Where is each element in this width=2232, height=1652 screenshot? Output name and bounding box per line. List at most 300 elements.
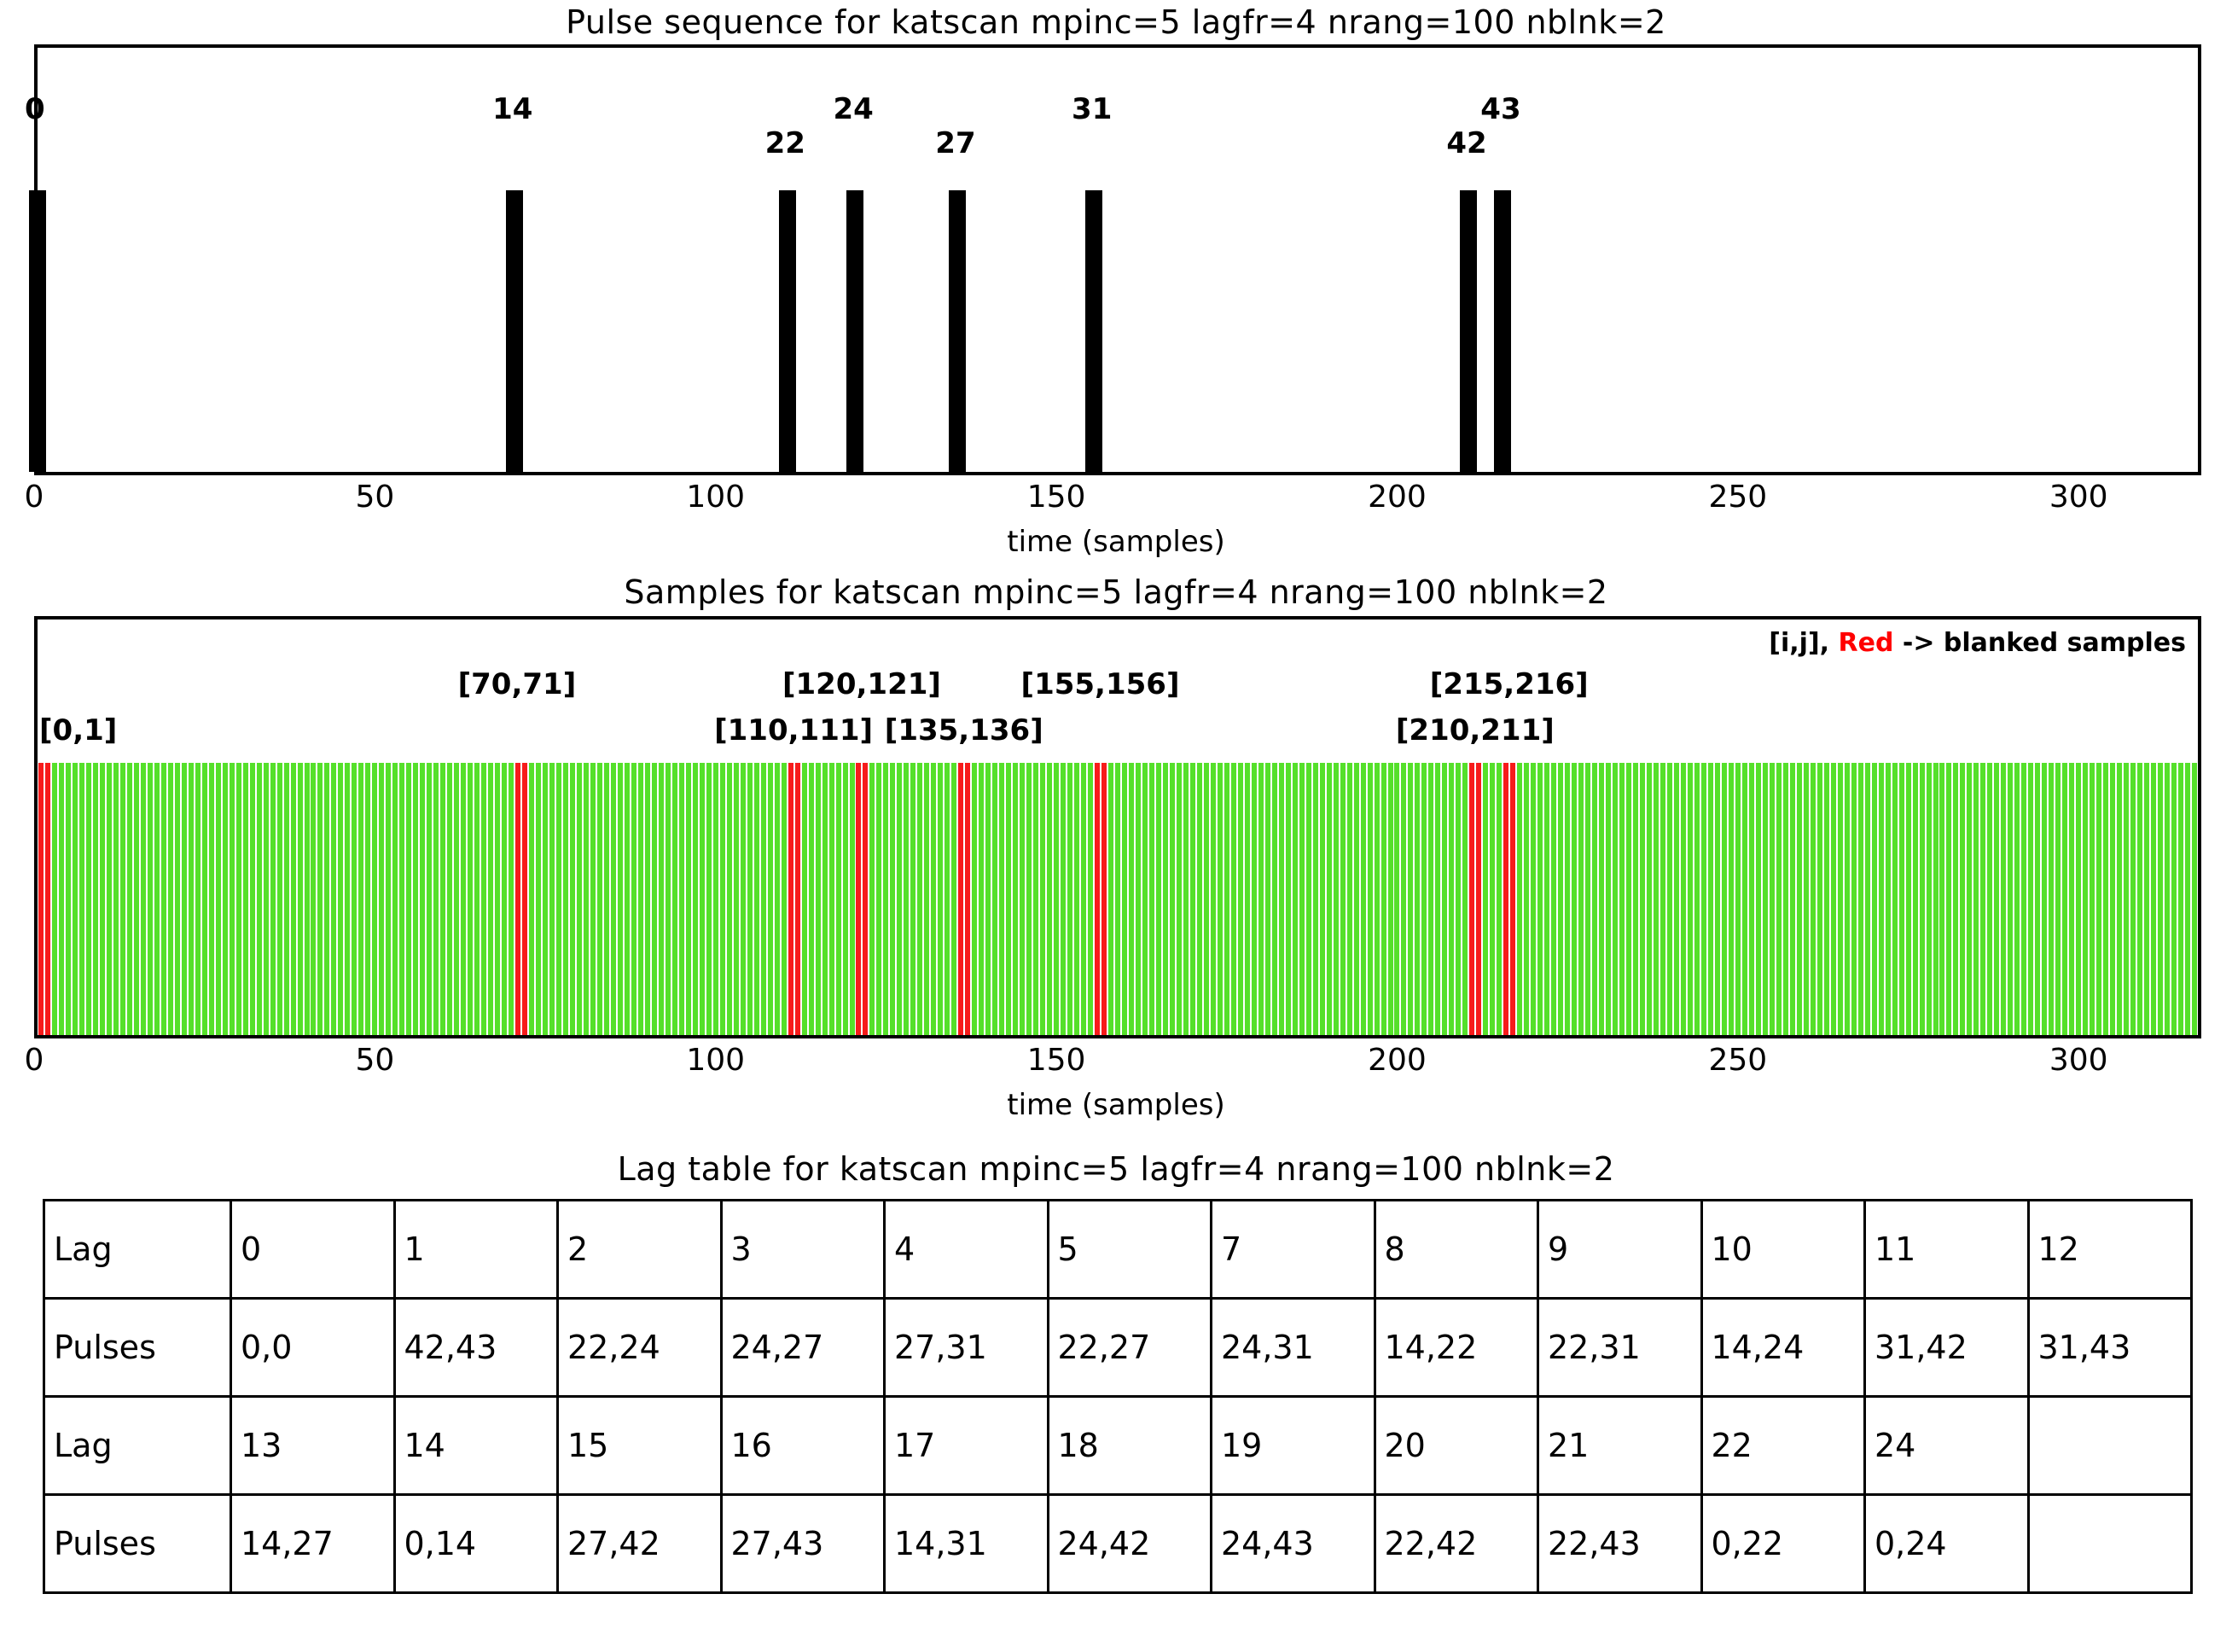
sample-bar <box>843 763 848 1038</box>
sample-bar <box>73 763 78 1038</box>
pulse-label: 27 <box>935 126 976 160</box>
sample-bar <box>1606 763 1611 1038</box>
blanked-sample-bar <box>1510 763 1515 1038</box>
sample-bar <box>481 763 486 1038</box>
blanked-sample-bar <box>38 763 44 1038</box>
sample-bar <box>2049 763 2054 1038</box>
sample-bar <box>1694 763 1700 1038</box>
sample-bar <box>1334 763 1339 1038</box>
sample-bar <box>1456 763 1461 1038</box>
table-row-header: Lag <box>44 1201 231 1299</box>
sample-bar <box>1313 763 1318 1038</box>
sample-bar <box>1401 763 1406 1038</box>
sample-bar <box>945 763 950 1038</box>
sample-bar <box>1081 763 1086 1038</box>
sample-bar <box>1735 763 1741 1038</box>
lag-table <box>43 1199 2193 1594</box>
table-row-header: Pulses <box>44 1299 231 1397</box>
sample-bar <box>236 763 241 1038</box>
table-cell: 22,31 <box>1538 1299 1702 1397</box>
pulse-label: 31 <box>1072 92 1113 126</box>
sample-bar <box>1040 763 1045 1038</box>
sample-bar <box>1490 763 1495 1038</box>
sample-bar <box>1421 763 1427 1038</box>
x-tick-label: 0 <box>24 480 44 515</box>
sample-bar <box>1156 763 1161 1038</box>
blanked-range-label: [210,211] <box>1395 713 1555 747</box>
sample-bar <box>1177 763 1182 1038</box>
sample-bar <box>1047 763 1052 1038</box>
sample-bar <box>365 763 370 1038</box>
sample-bar <box>2042 763 2047 1038</box>
sample-bar <box>1558 763 1563 1038</box>
blanked-sample-bar <box>863 763 868 1038</box>
table-cell: 31,42 <box>1865 1299 2029 1397</box>
sample-bar <box>461 763 466 1038</box>
sample-bar <box>775 763 780 1038</box>
sample-bar <box>1375 763 1380 1038</box>
sample-bar <box>2130 763 2136 1038</box>
sample-bar <box>543 763 548 1038</box>
sample-bar <box>216 763 221 1038</box>
sample-bar <box>406 763 411 1038</box>
table-row <box>44 1201 2192 1299</box>
sample-bar <box>1845 763 1850 1038</box>
sample-bar <box>352 763 357 1038</box>
sample-bar <box>869 763 875 1038</box>
sample-bar <box>1783 763 1788 1038</box>
pulse-label: 22 <box>764 126 805 160</box>
sample-bar <box>2185 763 2190 1038</box>
table-cell: 17 <box>885 1397 1049 1495</box>
sample-bar <box>1136 763 1141 1038</box>
table-cell: 27,43 <box>721 1495 885 1593</box>
sample-bar <box>1824 763 1829 1038</box>
pulse-bar <box>506 190 523 472</box>
sample-bar <box>693 763 698 1038</box>
sample-bar <box>2144 763 2149 1038</box>
sample-bar <box>2001 763 2006 1038</box>
samples-legend-prefix: [i,j], <box>1769 628 1839 658</box>
samples-panel-title: Samples for katscan mpinc=5 lagfr=4 nrang=100 nblnk=2 <box>624 573 1608 611</box>
table-row <box>44 1495 2192 1593</box>
sample-bar <box>1218 763 1223 1038</box>
table-cell: 22 <box>1701 1397 1865 1495</box>
sample-bar <box>1183 763 1189 1038</box>
sample-bar <box>1170 763 1175 1038</box>
sample-bar <box>625 763 630 1038</box>
sample-bar <box>1851 763 1857 1038</box>
sample-bar <box>2110 763 2115 1038</box>
sample-bar <box>509 763 514 1038</box>
table-cell: 24,27 <box>721 1299 885 1397</box>
sample-bar <box>754 763 759 1038</box>
x-tick-label: 250 <box>1708 1043 1768 1078</box>
blanked-sample-bar <box>1095 763 1100 1038</box>
sample-bar <box>822 763 828 1038</box>
sample-bar <box>291 763 296 1038</box>
sample-bar <box>1742 763 1747 1038</box>
sample-bar <box>1224 763 1229 1038</box>
sample-bar <box>202 763 207 1038</box>
sample-bar <box>850 763 855 1038</box>
sample-bar <box>1054 763 1059 1038</box>
x-tick-label: 150 <box>1026 480 1086 515</box>
sample-bar <box>747 763 753 1038</box>
sample-bar <box>2083 763 2088 1038</box>
sample-bar <box>1619 763 1625 1038</box>
sample-bar <box>1565 763 1570 1038</box>
sample-bar <box>904 763 909 1038</box>
sample-bar <box>700 763 705 1038</box>
table-cell: 22,42 <box>1375 1495 1538 1593</box>
sample-bar <box>2021 763 2026 1038</box>
blanked-sample-bar <box>795 763 800 1038</box>
sample-bar <box>250 763 255 1038</box>
lag-table-title: Lag table for katscan mpinc=5 lagfr=4 nrang=100 nblnk=2 <box>617 1150 1615 1188</box>
blanked-sample-bar <box>856 763 861 1038</box>
x-tick-label: 300 <box>2049 1043 2108 1078</box>
table-cell-empty <box>2028 1495 2192 1593</box>
sample-bar <box>257 763 262 1038</box>
sample-bar <box>597 763 602 1038</box>
sample-bar <box>1770 763 1775 1038</box>
sample-bar <box>897 763 902 1038</box>
x-tick-label: 200 <box>1368 480 1427 515</box>
blanked-sample-bar <box>1503 763 1508 1038</box>
table-cell: 14,31 <box>885 1495 1049 1593</box>
samples-plot <box>34 616 2201 1038</box>
sample-bar <box>1286 763 1291 1038</box>
table-cell: 22,43 <box>1538 1495 1702 1593</box>
sample-bar <box>1797 763 1802 1038</box>
sample-bar <box>1973 763 1979 1038</box>
sample-bar <box>2192 763 2197 1038</box>
sample-bar <box>1347 763 1352 1038</box>
sample-bar <box>1804 763 1809 1038</box>
sample-bar <box>317 763 323 1038</box>
sample-bar <box>809 763 814 1038</box>
x-tick-label: 250 <box>1708 480 1768 515</box>
sample-bar <box>1933 763 1938 1038</box>
sample-bar <box>2076 763 2081 1038</box>
samples-legend <box>1769 628 2186 658</box>
sample-bar <box>1327 763 1332 1038</box>
sample-bar <box>52 763 57 1038</box>
blanked-range-label: [215,216] <box>1429 667 1589 701</box>
sample-bar <box>659 763 664 1038</box>
sample-bar <box>1129 763 1134 1038</box>
pulse-label: 14 <box>492 92 533 126</box>
table-cell: 14,27 <box>231 1495 395 1593</box>
sample-bar <box>1708 763 1713 1038</box>
samples-legend-suffix: -> blanked samples <box>1893 628 2186 658</box>
sample-bar <box>1865 763 1870 1038</box>
blanked-range-label: [135,136] <box>884 713 1043 747</box>
pulse-panel-title: Pulse sequence for katscan mpinc=5 lagfr=4 nrang=100 nblnk=2 <box>566 3 1666 41</box>
sample-bar <box>1667 763 1672 1038</box>
sample-bar <box>2151 763 2156 1038</box>
sample-bar <box>1633 763 1638 1038</box>
sample-bar <box>2199 763 2201 1038</box>
sample-bar <box>386 763 391 1038</box>
sample-bar <box>910 763 915 1038</box>
sample-bar <box>1892 763 1898 1038</box>
table-cell: 5 <box>1048 1201 1212 1299</box>
sample-bar <box>761 763 766 1038</box>
blanked-sample-bar <box>515 763 520 1038</box>
sample-bar <box>1026 763 1032 1038</box>
sample-bar <box>836 763 841 1038</box>
sample-bar <box>768 763 773 1038</box>
sample-bar <box>1061 763 1066 1038</box>
sample-bar <box>284 763 289 1038</box>
blanked-sample-bar <box>1476 763 1481 1038</box>
table-cell: 22,24 <box>558 1299 722 1397</box>
sample-bar <box>577 763 582 1038</box>
blanked-sample-bar <box>958 763 963 1038</box>
sample-bar <box>985 763 991 1038</box>
sample-bar <box>1953 763 1958 1038</box>
sample-bar <box>1585 763 1590 1038</box>
blanked-range-label: [0,1] <box>39 713 118 747</box>
sample-bar <box>1415 763 1420 1038</box>
sample-bar <box>979 763 984 1038</box>
sample-bar <box>120 763 125 1038</box>
sample-bar <box>148 763 153 1038</box>
sample-bar <box>1578 763 1584 1038</box>
sample-bar <box>1204 763 1209 1038</box>
sample-bar <box>631 763 636 1038</box>
table-cell: 24,43 <box>1212 1495 1375 1593</box>
blanked-range-label: [120,121] <box>782 667 941 701</box>
pulse-label: 43 <box>1480 92 1521 126</box>
table-cell: 7 <box>1212 1201 1375 1299</box>
blanked-range-label: [155,156] <box>1020 667 1180 701</box>
x-tick-label: 50 <box>355 1043 395 1078</box>
pulse-bar <box>846 190 863 472</box>
x-tick-label: 0 <box>24 1043 44 1078</box>
sample-bar <box>1394 763 1399 1038</box>
sample-bar <box>141 763 146 1038</box>
sample-bar <box>536 763 541 1038</box>
sample-bar <box>440 763 445 1038</box>
sample-bar <box>1722 763 1727 1038</box>
sample-bar <box>999 763 1004 1038</box>
sample-bar <box>876 763 881 1038</box>
sample-bar <box>495 763 500 1038</box>
sample-bar <box>1258 763 1264 1038</box>
sample-bar <box>345 763 350 1038</box>
sample-bar <box>686 763 691 1038</box>
sample-bar <box>2178 763 2183 1038</box>
table-cell: 19 <box>1212 1397 1375 1495</box>
table-cell: 2 <box>558 1201 722 1299</box>
sample-bar <box>1067 763 1072 1038</box>
blanked-range-label: [110,111] <box>714 713 874 747</box>
sample-bar <box>270 763 276 1038</box>
sample-bar <box>1763 763 1768 1038</box>
sample-bar <box>1654 763 1659 1038</box>
sample-bar <box>264 763 269 1038</box>
sample-bar <box>816 763 821 1038</box>
sample-bar <box>298 763 303 1038</box>
sample-bar <box>1163 763 1168 1038</box>
pulse-bar <box>1085 190 1102 472</box>
sample-bar <box>1020 763 1025 1038</box>
table-cell: 0 <box>231 1201 395 1299</box>
sample-bar <box>1960 763 1965 1038</box>
table-cell: 3 <box>721 1201 885 1299</box>
sample-bar <box>2014 763 2020 1038</box>
sample-bar <box>134 763 139 1038</box>
table-row-header: Lag <box>44 1397 231 1495</box>
sample-bar <box>2008 763 2013 1038</box>
sample-bar <box>372 763 377 1038</box>
sample-bar <box>427 763 432 1038</box>
sample-bar <box>1211 763 1216 1038</box>
blanked-sample-bar <box>1101 763 1107 1038</box>
sample-bar <box>611 763 616 1038</box>
sample-bar <box>972 763 977 1038</box>
sample-bar <box>1340 763 1346 1038</box>
table-cell: 27,31 <box>885 1299 1049 1397</box>
x-tick-label: 100 <box>686 480 746 515</box>
sample-bar <box>1544 763 1549 1038</box>
sample-bar <box>1033 763 1038 1038</box>
sample-bar <box>1920 763 1925 1038</box>
sample-bar <box>433 763 439 1038</box>
sample-bar <box>2090 763 2095 1038</box>
pulse-bar <box>29 190 46 472</box>
blanked-sample-bar <box>1469 763 1474 1038</box>
table-cell: 14 <box>394 1397 558 1495</box>
table-cell: 27,42 <box>558 1495 722 1593</box>
samples-strip <box>38 763 2198 1038</box>
sample-bar <box>1293 763 1298 1038</box>
sample-bar <box>720 763 725 1038</box>
sample-bar <box>1729 763 1734 1038</box>
sample-bar <box>1987 763 1992 1038</box>
sample-bar <box>1701 763 1706 1038</box>
sample-bar <box>447 763 452 1038</box>
sample-bar <box>474 763 480 1038</box>
sample-bar <box>113 763 119 1038</box>
sample-bar <box>1122 763 1127 1038</box>
sample-bar <box>1776 763 1782 1038</box>
sample-bar <box>392 763 398 1038</box>
sample-bar <box>1647 763 1652 1038</box>
sample-bar <box>672 763 677 1038</box>
sample-bar <box>938 763 943 1038</box>
sample-bar <box>890 763 895 1038</box>
sample-bar <box>2035 763 2040 1038</box>
pulse-x-axis-title: time (samples) <box>1007 525 1225 559</box>
sample-bar <box>652 763 657 1038</box>
sample-bar <box>951 763 956 1038</box>
sample-bar <box>107 763 112 1038</box>
sample-bar <box>1299 763 1305 1038</box>
sample-bar <box>829 763 834 1038</box>
sample-bar <box>734 763 739 1038</box>
sample-bar <box>1462 763 1468 1038</box>
sample-bar <box>1252 763 1257 1038</box>
blanked-sample-bar <box>45 763 50 1038</box>
pulse-label: 42 <box>1446 126 1487 160</box>
sample-bar <box>529 763 534 1038</box>
sample-bar <box>1906 763 1911 1038</box>
sample-bar <box>1838 763 1843 1038</box>
sample-bar <box>1428 763 1433 1038</box>
table-row-header: Pulses <box>44 1495 231 1593</box>
sample-bar <box>2137 763 2142 1038</box>
sample-bar <box>1006 763 1011 1038</box>
sample-bar <box>1197 763 1202 1038</box>
sample-bar <box>1674 763 1679 1038</box>
sample-bar <box>1320 763 1325 1038</box>
sample-bar <box>638 763 643 1038</box>
sample-bar <box>1946 763 1951 1038</box>
sample-bar <box>706 763 712 1038</box>
sample-bar <box>1831 763 1836 1038</box>
sample-bar <box>79 763 84 1038</box>
sample-bar <box>1231 763 1236 1038</box>
sample-bar <box>713 763 718 1038</box>
sample-bar <box>1442 763 1447 1038</box>
sample-bar <box>1994 763 1999 1038</box>
sample-bar <box>223 763 228 1038</box>
sample-bar <box>2124 763 2129 1038</box>
pulse-sequence-plot <box>34 44 2201 475</box>
sample-bar <box>230 763 235 1038</box>
pulse-bar <box>1494 190 1511 472</box>
sample-bar <box>1074 763 1079 1038</box>
pulse-label: 0 <box>25 92 45 126</box>
sample-bar <box>570 763 575 1038</box>
table-cell: 15 <box>558 1397 722 1495</box>
table-cell: 0,24 <box>1865 1495 2029 1593</box>
sample-bar <box>1749 763 1754 1038</box>
sample-bar <box>1483 763 1488 1038</box>
sample-bar <box>645 763 650 1038</box>
sample-bar <box>1858 763 1863 1038</box>
blanked-sample-bar <box>965 763 970 1038</box>
table-cell: 20 <box>1375 1397 1538 1495</box>
sample-bar <box>1537 763 1543 1038</box>
sample-bar <box>1592 763 1597 1038</box>
sample-bar <box>1279 763 1284 1038</box>
pulse-x-axis-ticklabels <box>24 480 2201 519</box>
sample-bar <box>468 763 473 1038</box>
sample-bar <box>1497 763 1502 1038</box>
table-cell: 0,22 <box>1701 1495 1865 1593</box>
samples-legend-red-word: Red <box>1838 628 1894 658</box>
sample-bar <box>1715 763 1720 1038</box>
sample-bar <box>1899 763 1904 1038</box>
table-row <box>44 1397 2192 1495</box>
table-cell: 8 <box>1375 1201 1538 1299</box>
lag-table-wrapper <box>43 1199 2193 1594</box>
sample-bar <box>1245 763 1250 1038</box>
sample-bar <box>420 763 425 1038</box>
sample-bar <box>454 763 459 1038</box>
sample-bar <box>127 763 132 1038</box>
sample-bar <box>1886 763 1891 1038</box>
sample-bar <box>1388 763 1393 1038</box>
sample-bar <box>331 763 336 1038</box>
sample-bar <box>1142 763 1148 1038</box>
sample-bar <box>1660 763 1665 1038</box>
